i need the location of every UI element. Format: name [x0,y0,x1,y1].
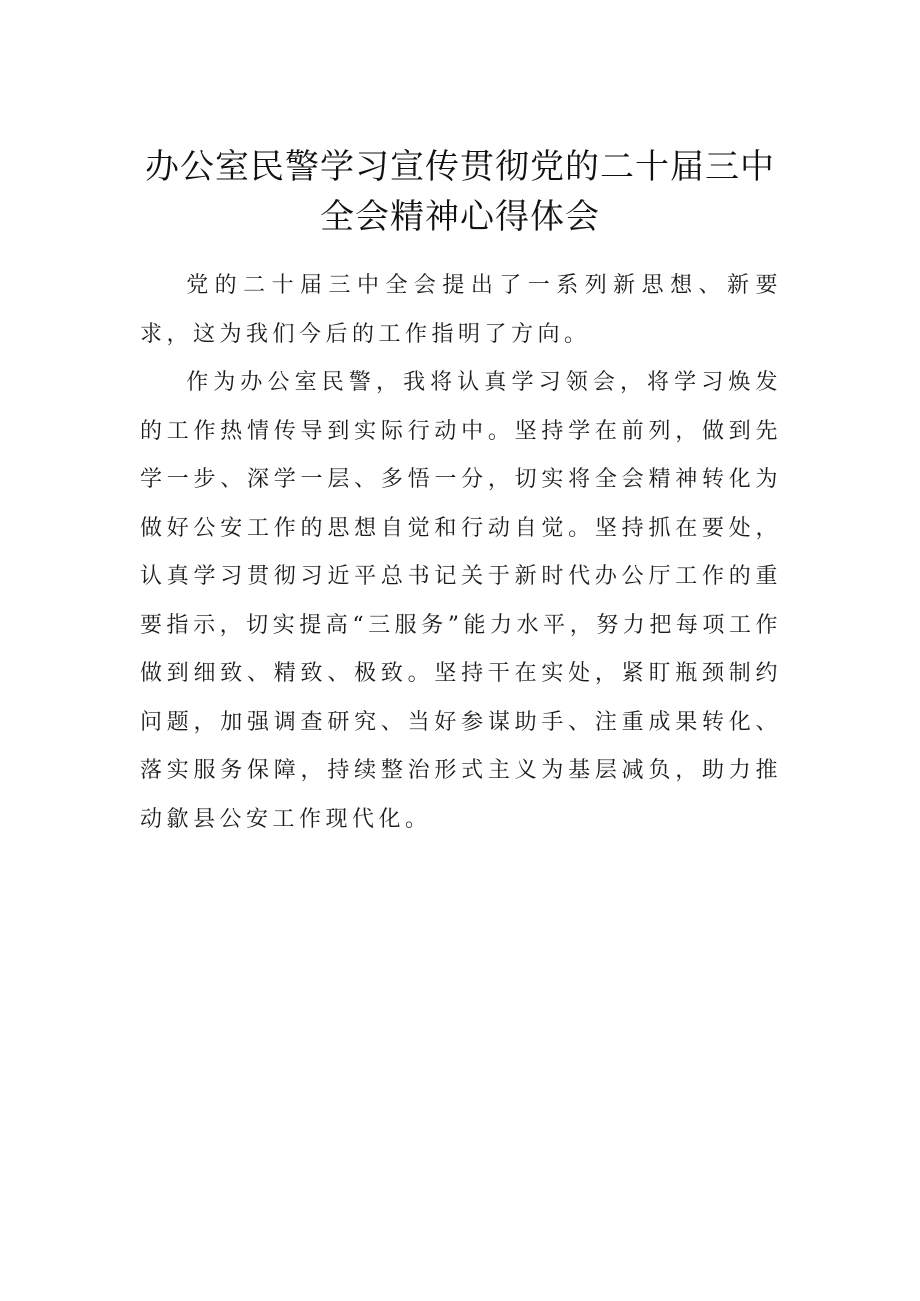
document-title-line-1: 办公室民警学习宣传贯彻党的二十届三中 [145,147,775,187]
paragraph-2: 作为办公室民警，我将认真学习领会，将学习焕发的工作热情传导到实际行动中。坚持学在前列，做到先学一步、深学一层、多悟一分，切实将全会精神转化为做好公安工作的思想自觉和行动自觉。坚持抓在要处，认真学习贯彻习近平总书记关于新时代办公厅工作的重要指示，切实提高“三服务”能力水平，努力把每项工作做到细致、精致、极致。坚持干在实处，紧盯瓶颈制约问题，加强调查研究、当好参谋助手、注重成果转化、落实服务保障，持续整治形式主义为基层减负，助力推动歙县公安工作现代化。 [140,370,782,832]
document-title-line-2: 全会精神心得体会 [320,197,600,237]
paragraph-1: 党的二十届三中全会提出了一系列新思想、新要求，这为我们今后的工作指明了方向。 [140,273,782,347]
